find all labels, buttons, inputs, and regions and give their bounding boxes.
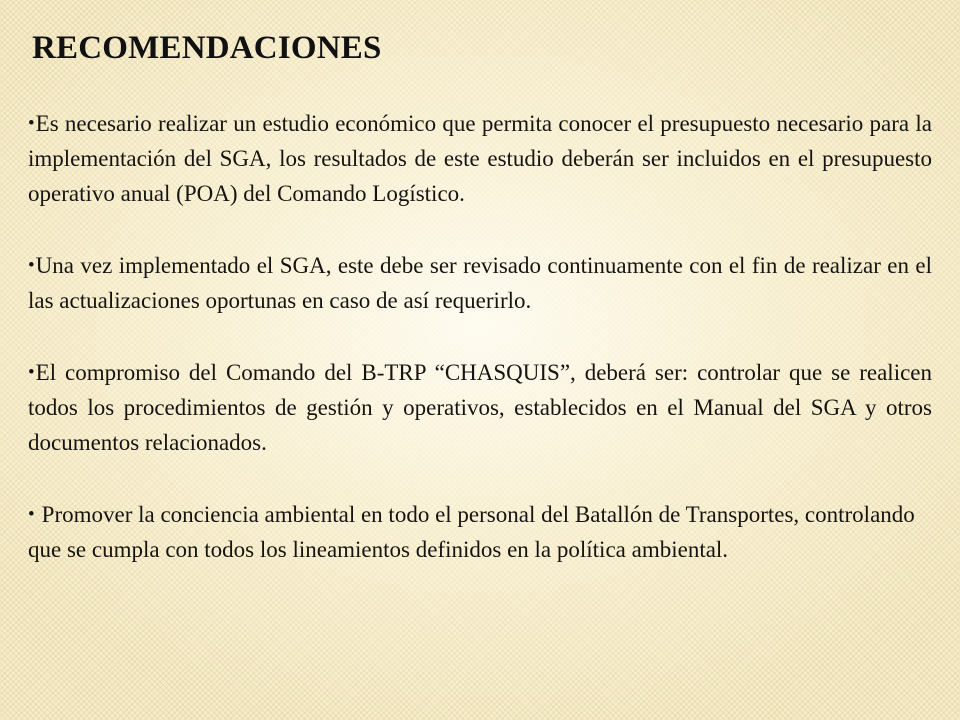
slide-title: RECOMENDACIONES [32,30,382,66]
bullet-icon: • [28,255,35,276]
recommendation-item [28,355,932,460]
recommendation-item [28,248,932,318]
recommendation-text: Una vez implementado el SGA, este debe ser revisado continuamente con el fin de realizar en el las actualizaciones oportunas en caso de así requerirlo. [28,253,932,313]
recommendation-text: Promover la conciencia ambiental en todo el personal del Batallón de Transportes, controlando que se cumpla con todos los lineamientos definidos en la política ambiental. [28,502,915,562]
bullet-icon: • [28,504,35,525]
recommendations-list [28,106,932,567]
recommendation-item [28,106,932,211]
bullet-icon: • [28,113,35,134]
bullet-icon: • [28,362,35,383]
recommendation-text: Es necesario realizar un estudio económico que permita conocer el presupuesto necesario para la implementación del SGA, los resultados de este estudio deberán ser incluidos en el presupuesto operativo anual (POA) del Comando Logístico. [28,111,932,206]
recommendation-text: El compromiso del Comando del B-TRP “CHASQUIS”, deberá ser: controlar que se realicen todos los procedimientos de gestión y operativos, establecidos en el Manual del SGA y otros documentos relacionados. [28,360,932,455]
recommendation-item [28,497,932,567]
